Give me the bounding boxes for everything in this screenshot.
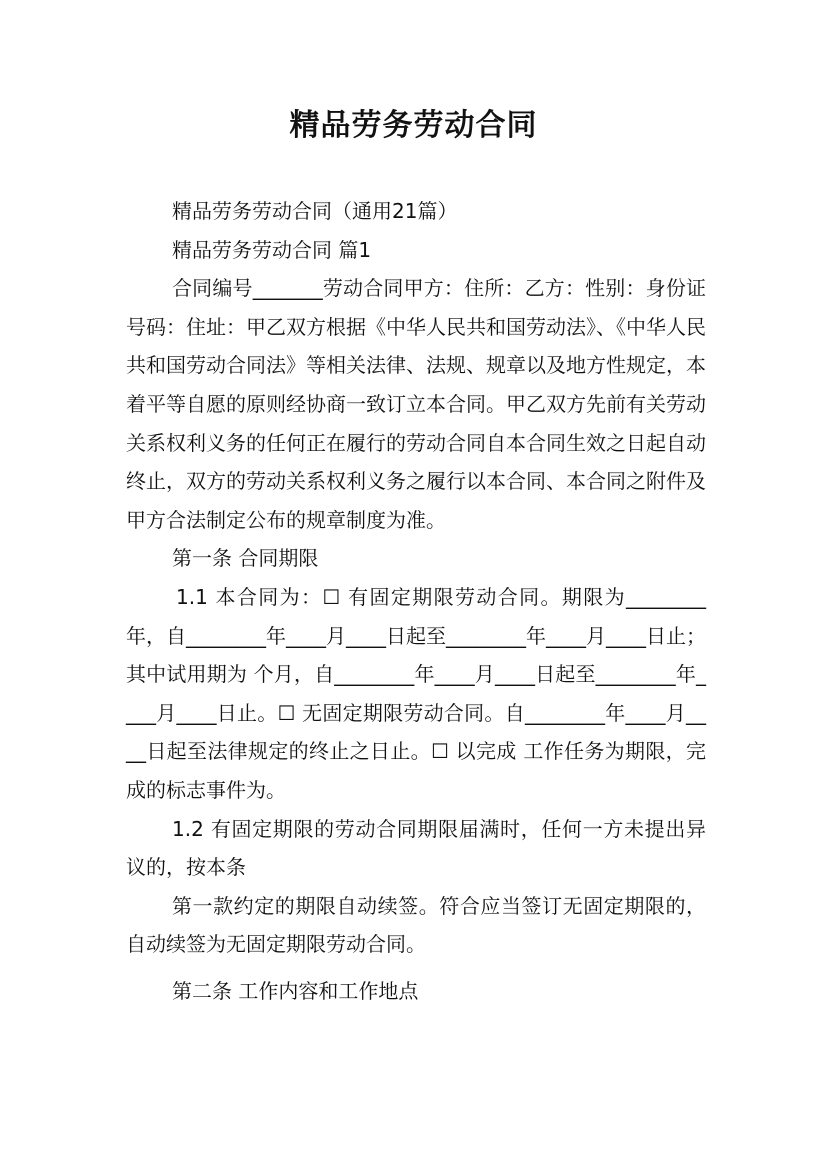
article-heading-2: 第二条 工作内容和工作地点 [172, 978, 419, 1003]
article-heading-1: 第一条 合同期限 [172, 546, 319, 571]
document-title: 精品劳务劳动合同 [289, 108, 538, 143]
paragraph-section-heading: 精品劳务劳动合同 篇1 [172, 237, 372, 262]
paragraph-subtitle: 精品劳务劳动合同（通用21篇） [172, 199, 458, 223]
clause-1-1: 1.1 本合同为：☐ 有固定期限劳动合同。期限为________年，自________年____月____日起至________年____月____日止；其中试用期为 个月，自________年____月____日起至________年____月____日止。☐ 无固定期限劳动合同。自________年____月____日起至法律规定的终止之日止。☐ 以完成 工作任务为期限，完成的标志事件为。 [126, 584, 706, 802]
paragraph-preamble: 合同编号_______劳动合同甲方：住所：乙方：性别：身份证号码：住址：甲乙双方根据《中华人民共和国劳动法》、《中华人民共和国劳动合同法》等相关法律、法规、规章以及地方性规定，本着平等自愿的原则经协商一致订立本合同。甲乙双方先前有关劳动关系权利义务的任何正在履行的劳动合同自本合同生效之日起自动终止，双方的劳动关系权利义务之履行以本合同、本合同之附件及甲方合法制定公布的规章制度为准。 [126, 276, 706, 532]
clause-1-2-continued: 第一款约定的期限自动续签。符合应当签订无固定期限的，自动续签为无固定期限劳动合同。 [126, 893, 706, 957]
document-body [126, 192, 706, 1010]
clause-1-2: 1.2 有固定期限的劳动合同期限届满时，任何一方未提出异议的，按本条 [126, 816, 706, 880]
